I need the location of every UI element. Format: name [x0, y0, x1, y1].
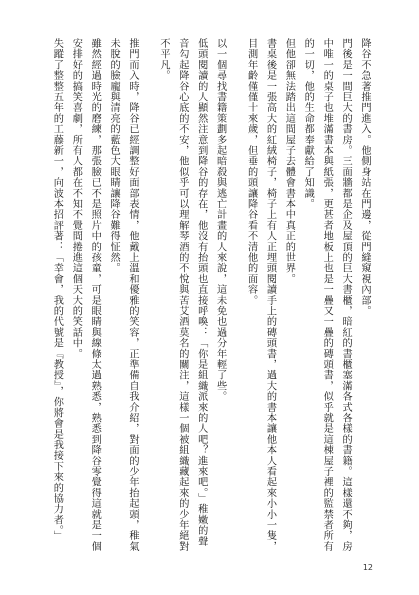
paragraph: 以一個尋找書籍策劃多起暗殺與逃亡計畫的人來說，這未免也過分年輕了些。 [214, 38, 226, 402]
paragraph: 低頭閱讀的人顯然注意到降谷的存在，他沒有抬頭也直接呼喚：「你是組織派來的人吧？進來吧。」稚嫩的聲音勾起降谷心底的不安，他似乎可以理解琴酒的不悅與苦艾酒莫名的關注，這樣一個被組織藏起來的少年絕對不平凡。 [157, 38, 207, 552]
paragraph: 雖然經過時光的磨練，那張臉已不是照片中的孩童，可是眼睛與線條太過熟悉，熟悉到降谷零覺得這就是一個安排好的搞笑喜劇，所有人都在不知不覺間捲進這個天大的笑話中。 [70, 38, 101, 552]
paragraph: 門後是一間巨大的書房。三面牆都是企及屋頂的巨大書櫃，暗紅的書櫃塞滿各式各樣的書籍。這樣還不夠，房中唯一的桌子也堆滿書本與紙張，更甚者地板上也是一疊又一疊的磚頭書，似乎就是這棟屋子裡的監禁者所有的一切，他的生命都奉獻給了知識。 [302, 38, 352, 552]
paragraph: 失蹤了整整五年的工藤新一，向波本招評著：「幸會，我的代號是『教授』，你將會是我接下來的協力者。」 [51, 38, 63, 542]
body-text [47, 38, 374, 556]
page-number: 12 [362, 563, 373, 572]
paragraph: 但他卻無法踏出這間屋子去體會書本中真正的世界。 [283, 38, 295, 285]
paragraph: 書桌後是一張高大的紅絨椅子，椅子上有人正埋頭閱讀手上的磚頭書，過大的書本讓他本人看起來小小一隻，目測年齡僅僅十來歲，但垂的頭讓降谷看不清他的面容。 [245, 38, 276, 552]
paragraph: 降谷不急著推門進入。他側身站在門邊，從門縫窺視內部。 [359, 38, 370, 317]
paragraph: 推門而入時，降谷已經調整好面部表情，他戴上溫和優雅的笑容，正準備自我介紹，對面的少年抬起頭，稚氣未脫的臉龐與清亮的藍色大眼睛讓降谷難得怔然。 [108, 38, 139, 552]
